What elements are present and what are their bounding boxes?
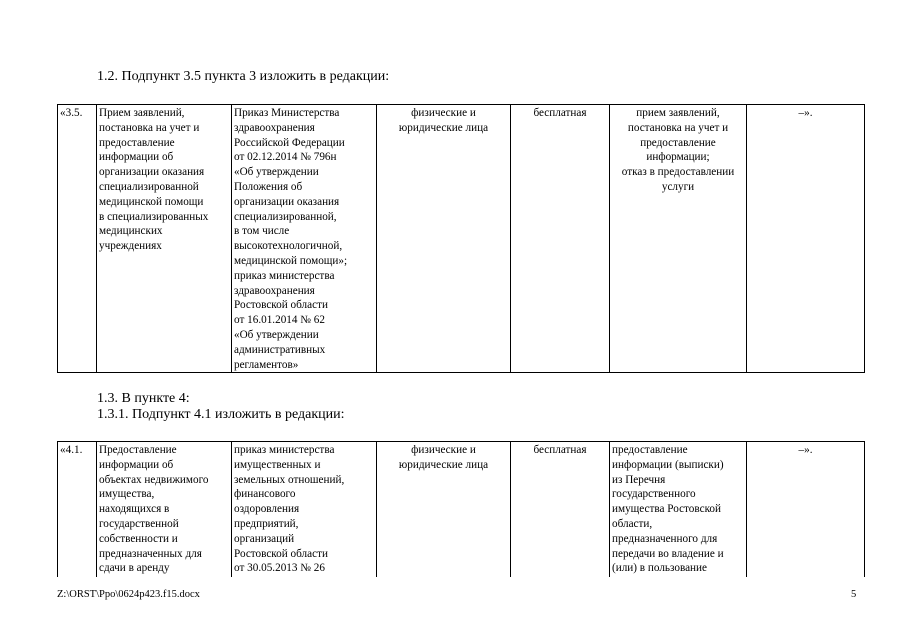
service-name-cell: Прием заявлений, постановка на учет и предоставление информации об организации оказания специализированной медицинской помощи в специализированных медицинских учреждениях	[97, 105, 232, 373]
item-number-cell: «3.5.	[58, 105, 97, 373]
cost-cell: бесплатная	[511, 105, 610, 373]
cost-cell: бесплатная	[511, 442, 610, 578]
services-table-1	[57, 104, 865, 373]
result-cell: предоставление информации (выписки) из Перечня государственного имущества Ростовской области, предназначенного для передачи во владение и (или) в пользование	[610, 442, 747, 578]
footer-file-path: Z:\ORST\Ppo\0624p423.f15.docx	[57, 589, 200, 600]
service-name-cell: Предоставление информации об объектах недвижимого имущества, находящихся в государственной собственности и предназначенных для сдачи в аренду	[97, 442, 232, 578]
section-heading-1-2: 1.2. Подпункт 3.5 пункта 3 изложить в редакции:	[97, 69, 390, 84]
section-subheading-1-3-1: 1.3.1. Подпункт 4.1 изложить в редакции:	[97, 407, 345, 422]
services-table-2	[57, 441, 865, 577]
page-number: 5	[851, 589, 857, 600]
table-row	[58, 442, 865, 578]
recipients-cell: физические и юридические лица	[377, 105, 511, 373]
recipients-cell: физические и юридические лица	[377, 442, 511, 578]
notes-cell: –».	[747, 105, 865, 373]
section-heading-1-3: 1.3. В пункте 4:	[97, 391, 190, 406]
table-row	[58, 105, 865, 373]
legal-basis-cell: Приказ Министерства здравоохранения Российской Федерации от 02.12.2014 № 796н «Об утверждении Положения об организации оказания специализированной, в том числе высокотехнологичной, медицинской помощи»; приказ министерства здравоохранения Ростовской области от 16.01.2014 № 62 «Об утверждении административных регламентов»	[232, 105, 377, 373]
result-cell: прием заявлений, постановка на учет и предоставление информации; отказ в предоставлении услуги	[610, 105, 747, 373]
item-number-cell: «4.1.	[58, 442, 97, 578]
legal-basis-cell: приказ министерства имущественных и земельных отношений, финансового оздоровления предприятий, организаций Ростовской области от 30.05.2013 № 26	[232, 442, 377, 578]
notes-cell: –».	[747, 442, 865, 578]
